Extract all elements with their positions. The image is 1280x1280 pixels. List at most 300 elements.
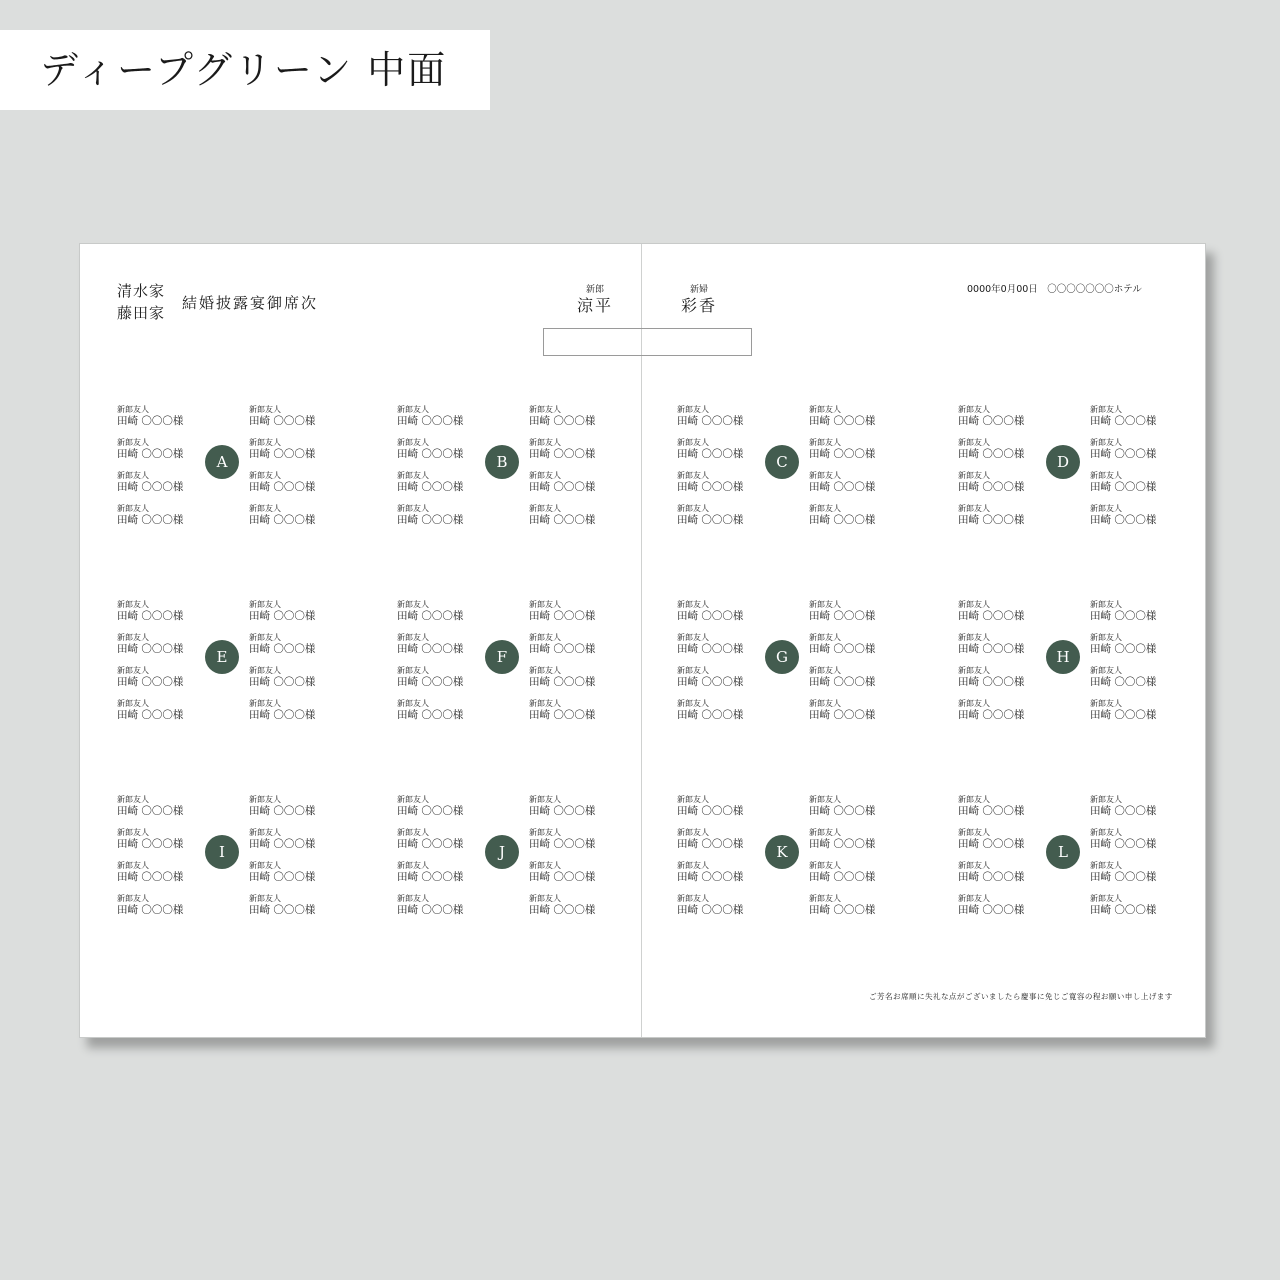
- guest-name: 田崎 〇〇〇様: [809, 481, 876, 493]
- guest-entry: [958, 666, 1038, 699]
- guest-entry: [397, 600, 477, 633]
- guest-entry: [809, 699, 889, 732]
- guest-entry: [529, 633, 609, 666]
- guest-relation: 新郎友人: [958, 633, 990, 642]
- table-letter-badge: K: [765, 835, 799, 869]
- guest-entry: [809, 600, 889, 633]
- guest-relation: 新郎友人: [249, 894, 281, 903]
- guest-relation: 新郎友人: [1090, 795, 1122, 804]
- guest-relation: 新郎友人: [117, 438, 149, 447]
- guest-relation: 新郎友人: [529, 438, 561, 447]
- guest-entry: [677, 438, 757, 471]
- guest-name: 田崎 〇〇〇様: [397, 904, 464, 916]
- guest-column-right: [809, 600, 889, 732]
- guest-relation: 新郎友人: [1090, 633, 1122, 642]
- guest-relation: 新郎友人: [809, 633, 841, 642]
- guest-relation: 新郎友人: [958, 894, 990, 903]
- guest-relation: 新郎友人: [529, 828, 561, 837]
- table-letter-badge: D: [1046, 445, 1080, 479]
- guest-entry: [117, 504, 197, 537]
- guest-relation: 新郎友人: [397, 894, 429, 903]
- guest-entry: [1090, 471, 1170, 504]
- guest-entry: [249, 504, 329, 537]
- guest-relation: 新郎友人: [1090, 699, 1122, 708]
- guest-relation: 新郎友人: [529, 504, 561, 513]
- event-title: 結婚披露宴御席次: [182, 294, 319, 312]
- guest-name: 田崎 〇〇〇様: [958, 415, 1025, 427]
- guest-relation: 新郎友人: [249, 438, 281, 447]
- guest-relation: 新郎友人: [397, 861, 429, 870]
- guest-name: 田崎 〇〇〇様: [249, 838, 316, 850]
- guest-relation: 新郎友人: [1090, 504, 1122, 513]
- table-block-f: [397, 600, 607, 730]
- guest-name: 田崎 〇〇〇様: [249, 481, 316, 493]
- groom-role: 新郎: [585, 285, 604, 295]
- guest-name: 田崎 〇〇〇様: [249, 709, 316, 721]
- guest-entry: [249, 633, 329, 666]
- guest-relation: 新郎友人: [397, 600, 429, 609]
- table-letter-badge: E: [205, 640, 239, 674]
- guest-entry: [677, 894, 757, 927]
- guest-name: 田崎 〇〇〇様: [397, 805, 464, 817]
- guest-name: 田崎 〇〇〇様: [397, 415, 464, 427]
- guest-column-left: [117, 405, 197, 537]
- guest-relation: 新郎友人: [1090, 666, 1122, 675]
- guest-entry: [529, 504, 609, 537]
- table-block-a: [117, 405, 327, 535]
- guest-name: 田崎 〇〇〇様: [397, 610, 464, 622]
- table-block-h: [958, 600, 1168, 730]
- guest-name: 田崎 〇〇〇様: [1090, 643, 1157, 655]
- date-venue: 0000年0月00日 〇〇〇〇〇〇〇ホテル: [967, 284, 1142, 295]
- table-letter-badge: J: [485, 835, 519, 869]
- guest-entry: [1090, 438, 1170, 471]
- guest-name: 田崎 〇〇〇様: [249, 448, 316, 460]
- guest-column-right: [809, 405, 889, 537]
- guest-name: 田崎 〇〇〇様: [809, 643, 876, 655]
- guest-name: 田崎 〇〇〇様: [677, 838, 744, 850]
- guest-name: 田崎 〇〇〇様: [397, 676, 464, 688]
- guest-relation: 新郎友人: [249, 699, 281, 708]
- family-names: [117, 280, 165, 324]
- guest-entry: [529, 699, 609, 732]
- guest-entry: [397, 828, 477, 861]
- guest-relation: 新郎友人: [677, 828, 709, 837]
- guest-entry: [958, 504, 1038, 537]
- guest-relation: 新郎友人: [117, 828, 149, 837]
- guest-name: 田崎 〇〇〇様: [809, 838, 876, 850]
- closing-note: ご芳名お席順に失礼な点がございましたら慶事に免じご寛容の程お願い申し上げます: [869, 992, 1173, 1001]
- guest-entry: [117, 438, 197, 471]
- guest-entry: [958, 828, 1038, 861]
- guest-relation: 新郎友人: [1090, 438, 1122, 447]
- guest-entry: [117, 633, 197, 666]
- guest-entry: [249, 438, 329, 471]
- guest-relation: 新郎友人: [397, 795, 429, 804]
- table-letter-badge: G: [765, 640, 799, 674]
- guest-relation: 新郎友人: [249, 795, 281, 804]
- guest-entry: [397, 504, 477, 537]
- guest-relation: 新郎友人: [958, 861, 990, 870]
- guest-entry: [958, 699, 1038, 732]
- guest-entry: [809, 861, 889, 894]
- guest-relation: 新郎友人: [677, 666, 709, 675]
- guest-entry: [809, 795, 889, 828]
- guest-name: 田崎 〇〇〇様: [1090, 481, 1157, 493]
- groom: [555, 284, 635, 316]
- guest-name: 田崎 〇〇〇様: [249, 805, 316, 817]
- guest-entry: [117, 861, 197, 894]
- guest-entry: [677, 405, 757, 438]
- guest-relation: 新郎友人: [958, 405, 990, 414]
- guest-column-left: [958, 600, 1038, 732]
- guest-name: 田崎 〇〇〇様: [1090, 676, 1157, 688]
- guest-name: 田崎 〇〇〇様: [1090, 838, 1157, 850]
- guest-relation: 新郎友人: [677, 405, 709, 414]
- guest-entry: [117, 666, 197, 699]
- guest-name: 田崎 〇〇〇様: [677, 904, 744, 916]
- guest-name: 田崎 〇〇〇様: [1090, 514, 1157, 526]
- guest-name: 田崎 〇〇〇様: [117, 643, 184, 655]
- table-letter-badge: L: [1046, 835, 1080, 869]
- guest-relation: 新郎友人: [809, 405, 841, 414]
- guest-name: 田崎 〇〇〇様: [958, 838, 1025, 850]
- guest-name: 田崎 〇〇〇様: [809, 610, 876, 622]
- guest-relation: 新郎友人: [397, 699, 429, 708]
- guest-name: 田崎 〇〇〇様: [677, 610, 744, 622]
- guest-entry: [397, 795, 477, 828]
- guest-entry: [958, 438, 1038, 471]
- guest-entry: [397, 699, 477, 732]
- guest-column-right: [1090, 405, 1170, 537]
- guest-entry: [1090, 861, 1170, 894]
- bride-name: 彩香: [680, 296, 717, 315]
- guest-name: 田崎 〇〇〇様: [809, 676, 876, 688]
- guest-name: 田崎 〇〇〇様: [958, 448, 1025, 460]
- guest-relation: 新郎友人: [677, 600, 709, 609]
- guest-column-right: [529, 405, 609, 537]
- guest-name: 田崎 〇〇〇様: [249, 610, 316, 622]
- guest-name: 田崎 〇〇〇様: [397, 643, 464, 655]
- guest-name: 田崎 〇〇〇様: [677, 448, 744, 460]
- guest-name: 田崎 〇〇〇様: [958, 709, 1025, 721]
- guest-name: 田崎 〇〇〇様: [249, 415, 316, 427]
- guest-relation: 新郎友人: [529, 894, 561, 903]
- guest-name: 田崎 〇〇〇様: [117, 676, 184, 688]
- guest-name: 田崎 〇〇〇様: [397, 871, 464, 883]
- guest-entry: [249, 600, 329, 633]
- guest-entry: [809, 504, 889, 537]
- guest-relation: 新郎友人: [677, 471, 709, 480]
- guest-relation: 新郎友人: [117, 600, 149, 609]
- table-block-d: [958, 405, 1168, 535]
- guest-name: 田崎 〇〇〇様: [1090, 709, 1157, 721]
- guest-name: 田崎 〇〇〇様: [958, 610, 1025, 622]
- guest-relation: 新郎友人: [117, 504, 149, 513]
- guest-entry: [1090, 894, 1170, 927]
- guest-entry: [249, 861, 329, 894]
- guest-entry: [529, 795, 609, 828]
- guest-name: 田崎 〇〇〇様: [249, 904, 316, 916]
- guest-name: 田崎 〇〇〇様: [958, 805, 1025, 817]
- guest-name: 田崎 〇〇〇様: [529, 805, 596, 817]
- guest-relation: 新郎友人: [397, 438, 429, 447]
- seating-chart-spread: [79, 243, 1206, 1038]
- guest-relation: 新郎友人: [677, 438, 709, 447]
- guest-entry: [958, 471, 1038, 504]
- guest-name: 田崎 〇〇〇様: [529, 481, 596, 493]
- table-letter-badge: B: [485, 445, 519, 479]
- guest-name: 田崎 〇〇〇様: [809, 709, 876, 721]
- guest-name: 田崎 〇〇〇様: [1090, 610, 1157, 622]
- guest-name: 田崎 〇〇〇様: [529, 643, 596, 655]
- guest-relation: 新郎友人: [249, 471, 281, 480]
- guest-name: 田崎 〇〇〇様: [397, 481, 464, 493]
- guest-entry: [677, 471, 757, 504]
- guest-entry: [677, 828, 757, 861]
- table-block-g: [677, 600, 887, 730]
- guest-relation: 新郎友人: [529, 795, 561, 804]
- guest-entry: [249, 795, 329, 828]
- guest-column-right: [249, 405, 329, 537]
- guest-relation: 新郎友人: [677, 633, 709, 642]
- guest-relation: 新郎友人: [809, 666, 841, 675]
- bride-role: 新婦: [689, 285, 708, 295]
- guest-relation: 新郎友人: [1090, 828, 1122, 837]
- guest-entry: [397, 405, 477, 438]
- guest-column-right: [529, 600, 609, 732]
- guest-entry: [958, 861, 1038, 894]
- guest-name: 田崎 〇〇〇様: [529, 709, 596, 721]
- guest-column-left: [117, 795, 197, 927]
- guest-entry: [1090, 699, 1170, 732]
- guest-name: 田崎 〇〇〇様: [809, 415, 876, 427]
- guest-entry: [117, 405, 197, 438]
- guest-name: 田崎 〇〇〇様: [249, 676, 316, 688]
- guest-entry: [958, 894, 1038, 927]
- guest-entry: [397, 894, 477, 927]
- message-box: [543, 328, 752, 356]
- guest-relation: 新郎友人: [249, 828, 281, 837]
- guest-relation: 新郎友人: [397, 405, 429, 414]
- guest-relation: 新郎友人: [529, 633, 561, 642]
- guest-relation: 新郎友人: [1090, 861, 1122, 870]
- guest-column-left: [397, 600, 477, 732]
- guest-name: 田崎 〇〇〇様: [677, 481, 744, 493]
- guest-relation: 新郎友人: [958, 504, 990, 513]
- guest-entry: [117, 600, 197, 633]
- guest-name: 田崎 〇〇〇様: [117, 904, 184, 916]
- guest-entry: [117, 828, 197, 861]
- guest-relation: 新郎友人: [1090, 405, 1122, 414]
- guest-entry: [117, 471, 197, 504]
- guest-entry: [529, 471, 609, 504]
- guest-entry: [529, 405, 609, 438]
- guest-name: 田崎 〇〇〇様: [958, 514, 1025, 526]
- table-block-l: [958, 795, 1168, 925]
- guest-entry: [529, 600, 609, 633]
- product-label: ディープグリーン 中面: [0, 30, 490, 110]
- guest-entry: [1090, 795, 1170, 828]
- guest-name: 田崎 〇〇〇様: [809, 514, 876, 526]
- table-block-k: [677, 795, 887, 925]
- guest-column-right: [249, 600, 329, 732]
- guest-entry: [117, 795, 197, 828]
- guest-name: 田崎 〇〇〇様: [117, 415, 184, 427]
- guest-name: 田崎 〇〇〇様: [117, 610, 184, 622]
- guest-relation: 新郎友人: [117, 666, 149, 675]
- guest-relation: 新郎友人: [958, 828, 990, 837]
- guest-name: 田崎 〇〇〇様: [529, 415, 596, 427]
- guest-relation: 新郎友人: [529, 666, 561, 675]
- guest-relation: 新郎友人: [958, 600, 990, 609]
- guest-column-left: [397, 795, 477, 927]
- guest-name: 田崎 〇〇〇様: [1090, 904, 1157, 916]
- guest-name: 田崎 〇〇〇様: [249, 643, 316, 655]
- guest-relation: 新郎友人: [117, 471, 149, 480]
- guest-relation: 新郎友人: [249, 504, 281, 513]
- guest-column-left: [117, 600, 197, 732]
- guest-relation: 新郎友人: [529, 861, 561, 870]
- guest-entry: [958, 600, 1038, 633]
- guest-relation: 新郎友人: [397, 504, 429, 513]
- guest-entry: [809, 666, 889, 699]
- guest-entry: [809, 438, 889, 471]
- guest-name: 田崎 〇〇〇様: [249, 871, 316, 883]
- guest-name: 田崎 〇〇〇様: [397, 709, 464, 721]
- guest-column-left: [397, 405, 477, 537]
- guest-name: 田崎 〇〇〇様: [809, 805, 876, 817]
- table-letter-badge: A: [205, 445, 239, 479]
- guest-name: 田崎 〇〇〇様: [117, 838, 184, 850]
- guest-entry: [809, 471, 889, 504]
- guest-name: 田崎 〇〇〇様: [117, 481, 184, 493]
- guest-relation: 新郎友人: [249, 600, 281, 609]
- guest-relation: 新郎友人: [117, 894, 149, 903]
- guest-column-right: [1090, 600, 1170, 732]
- guest-relation: 新郎友人: [677, 861, 709, 870]
- guest-column-left: [677, 795, 757, 927]
- guest-name: 田崎 〇〇〇様: [397, 514, 464, 526]
- guest-entry: [249, 894, 329, 927]
- guest-entry: [397, 861, 477, 894]
- guest-entry: [249, 471, 329, 504]
- guest-column-right: [249, 795, 329, 927]
- guest-column-left: [677, 600, 757, 732]
- guest-name: 田崎 〇〇〇様: [117, 514, 184, 526]
- guest-relation: 新郎友人: [958, 699, 990, 708]
- guest-column-left: [677, 405, 757, 537]
- guest-name: 田崎 〇〇〇様: [677, 643, 744, 655]
- guest-relation: 新郎友人: [1090, 471, 1122, 480]
- guest-relation: 新郎友人: [529, 471, 561, 480]
- guest-entry: [1090, 633, 1170, 666]
- guest-name: 田崎 〇〇〇様: [397, 838, 464, 850]
- guest-relation: 新郎友人: [249, 405, 281, 414]
- guest-relation: 新郎友人: [117, 795, 149, 804]
- guest-relation: 新郎友人: [117, 633, 149, 642]
- guest-relation: 新郎友人: [809, 600, 841, 609]
- family-name-groom: 清水家: [117, 282, 166, 300]
- guest-relation: 新郎友人: [117, 699, 149, 708]
- guest-entry: [529, 828, 609, 861]
- guest-entry: [677, 633, 757, 666]
- guest-column-right: [1090, 795, 1170, 927]
- guest-name: 田崎 〇〇〇様: [117, 871, 184, 883]
- guest-relation: 新郎友人: [1090, 894, 1122, 903]
- guest-relation: 新郎友人: [677, 894, 709, 903]
- guest-name: 田崎 〇〇〇様: [529, 838, 596, 850]
- guest-relation: 新郎友人: [958, 795, 990, 804]
- guest-name: 田崎 〇〇〇様: [677, 709, 744, 721]
- guest-entry: [249, 405, 329, 438]
- guest-column-right: [809, 795, 889, 927]
- guest-relation: 新郎友人: [117, 861, 149, 870]
- guest-relation: 新郎友人: [397, 828, 429, 837]
- guest-entry: [249, 666, 329, 699]
- guest-name: 田崎 〇〇〇様: [958, 643, 1025, 655]
- guest-column-right: [529, 795, 609, 927]
- guest-name: 田崎 〇〇〇様: [677, 805, 744, 817]
- guest-relation: 新郎友人: [397, 633, 429, 642]
- guest-entry: [397, 666, 477, 699]
- guest-entry: [249, 828, 329, 861]
- guest-relation: 新郎友人: [249, 861, 281, 870]
- guest-relation: 新郎友人: [958, 471, 990, 480]
- guest-entry: [1090, 504, 1170, 537]
- guest-name: 田崎 〇〇〇様: [809, 904, 876, 916]
- table-block-b: [397, 405, 607, 535]
- table-block-c: [677, 405, 887, 535]
- guest-name: 田崎 〇〇〇様: [677, 676, 744, 688]
- guest-entry: [1090, 828, 1170, 861]
- guest-entry: [809, 405, 889, 438]
- guest-name: 田崎 〇〇〇様: [529, 676, 596, 688]
- guest-name: 田崎 〇〇〇様: [529, 871, 596, 883]
- guest-relation: 新郎友人: [958, 666, 990, 675]
- guest-name: 田崎 〇〇〇様: [249, 514, 316, 526]
- guest-name: 田崎 〇〇〇様: [117, 709, 184, 721]
- guest-entry: [1090, 600, 1170, 633]
- guest-name: 田崎 〇〇〇様: [958, 871, 1025, 883]
- guest-entry: [117, 894, 197, 927]
- guest-name: 田崎 〇〇〇様: [809, 448, 876, 460]
- guest-entry: [958, 795, 1038, 828]
- guest-entry: [809, 894, 889, 927]
- center-fold: [641, 244, 642, 1037]
- guest-relation: 新郎友人: [809, 438, 841, 447]
- guest-entry: [677, 861, 757, 894]
- table-letter-badge: F: [485, 640, 519, 674]
- table-letter-badge: H: [1046, 640, 1080, 674]
- guest-relation: 新郎友人: [529, 405, 561, 414]
- guest-relation: 新郎友人: [677, 699, 709, 708]
- guest-entry: [677, 600, 757, 633]
- table-letter-badge: I: [205, 835, 239, 869]
- guest-column-left: [958, 405, 1038, 537]
- guest-relation: 新郎友人: [677, 504, 709, 513]
- guest-name: 田崎 〇〇〇様: [677, 514, 744, 526]
- table-letter-badge: C: [765, 445, 799, 479]
- guest-relation: 新郎友人: [397, 471, 429, 480]
- guest-relation: 新郎友人: [809, 861, 841, 870]
- guest-entry: [117, 699, 197, 732]
- guest-entry: [529, 861, 609, 894]
- guest-name: 田崎 〇〇〇様: [529, 514, 596, 526]
- guest-name: 田崎 〇〇〇様: [958, 676, 1025, 688]
- guest-name: 田崎 〇〇〇様: [117, 805, 184, 817]
- family-name-bride: 藤田家: [117, 304, 166, 322]
